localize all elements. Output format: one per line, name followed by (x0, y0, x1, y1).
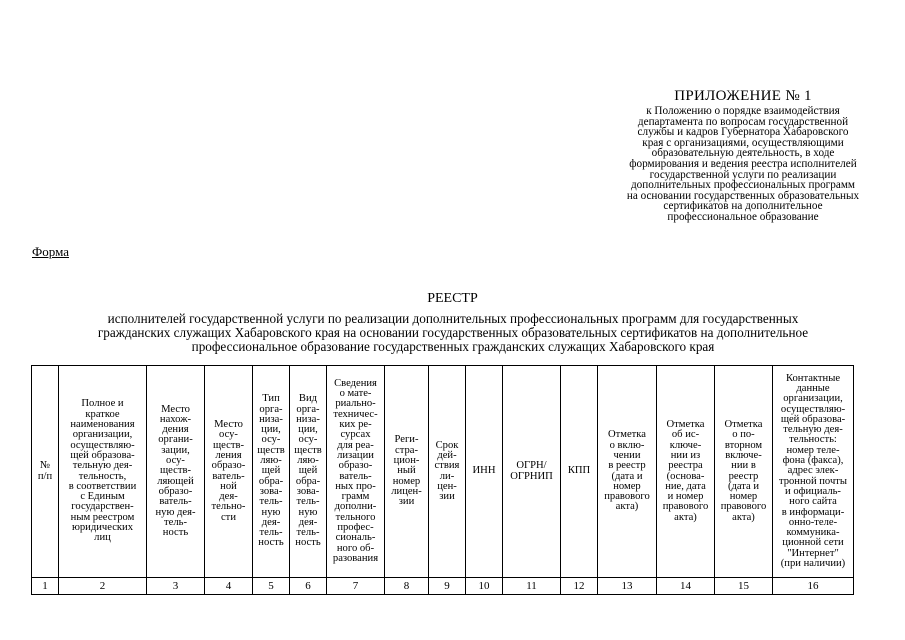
header-cell: Реги- стра- цион- ный номер лицен- зии (385, 366, 429, 578)
appendix-title: ПРИЛОЖЕНИЕ № 1 (674, 88, 812, 104)
column-number: 11 (503, 578, 561, 595)
header-cell: Место осу- ществ- ления образо- ватель- ной дея- тельно- сти (205, 366, 253, 578)
column-number: 13 (598, 578, 657, 595)
column-number: 8 (385, 578, 429, 595)
form-label: Форма (32, 244, 69, 259)
appendix-block (598, 88, 888, 223)
column-number: 7 (327, 578, 385, 595)
header-cell: Срок дей- ствия ли- цен- зии (429, 366, 466, 578)
column-number: 1 (32, 578, 59, 595)
header-cell: Отметка о по- вторном включе- нии в реестр (дата и номер правового акта) (715, 366, 773, 578)
column-number: 6 (290, 578, 327, 595)
header-cell: Сведения о мате- риально- техничес- ких ре- сурсах для реа- лизации образо- ватель- ных про- грамм дополни- тельного профес- сиональ- ного об- разования (327, 366, 385, 578)
registry-subtitle: исполнителей государственной услуги по реализации дополнительных профессиональных программ для государственных гражданских служащих Хабаровского края на основании государственных образовательных сертификатов на дополнительное профессиональное образование государственных гражданских служащих Хабаровского края (97, 311, 809, 354)
header-cell: КПП (561, 366, 598, 578)
header-cell: Место нахож- дения органи- зации, осу- ществ- ляющей образо- ватель- ную дея- тель- ность (147, 366, 205, 578)
column-number: 15 (715, 578, 773, 595)
header-cell: Отметка об ис- ключе- нии из реестра (основа- ние, дата и номер правового акта) (657, 366, 715, 578)
header-cell: Вид орга- низа- ции, осу- ществ ляю- щей обра- зова- тель- ную дея- тель- ность (290, 366, 327, 578)
column-number: 3 (147, 578, 205, 595)
header-row (32, 366, 854, 578)
header-cell: Отметка о вклю- чении в реестр (дата и номер правового акта) (598, 366, 657, 578)
header-cell: Полное и краткое наименования организации, осуществляю- щей образова- тельную дея- тельность, в соответствии с Единым государствен- ным реестром юридических лиц (59, 366, 147, 578)
header-cell: № п/п (32, 366, 59, 578)
column-number: 12 (561, 578, 598, 595)
column-number: 5 (253, 578, 290, 595)
column-number: 4 (205, 578, 253, 595)
header-cell: ИНН (466, 366, 503, 578)
column-number: 16 (773, 578, 854, 595)
registry-table (31, 365, 854, 595)
column-number: 2 (59, 578, 147, 595)
column-number: 14 (657, 578, 715, 595)
header-cell: Тип орга- низа- ции, осу- ществ ляю- щей обра- зова- тель- ную дея- тель- ность (253, 366, 290, 578)
column-number: 10 (466, 578, 503, 595)
header-cell: ОГРН/ ОГРНИП (503, 366, 561, 578)
column-number-row (32, 578, 854, 595)
appendix-text: к Положению о порядке взаимодействия департамента по вопросам государственной службы и кадров Губернатора Хабаровского края с организациями, осуществляющими образовательную деятельность, в ходе формирования и ведения реестра исполнителей государственной услуги по реализации дополнительных профессиональных программ на основании государственных образовательных сертификатов на дополнительное профессиональное образование (626, 105, 860, 223)
header-cell: Контактные данные организации, осуществляю- щей образова- тельную дея- тельность: номер теле- фона (факса), адрес элек- тронной почты и официаль- ного сайта в информаци- онно-теле- коммуника- ционной сети "Интернет" (при наличии) (773, 366, 854, 578)
column-number: 9 (429, 578, 466, 595)
registry-title: РЕЕСТР (427, 291, 478, 306)
